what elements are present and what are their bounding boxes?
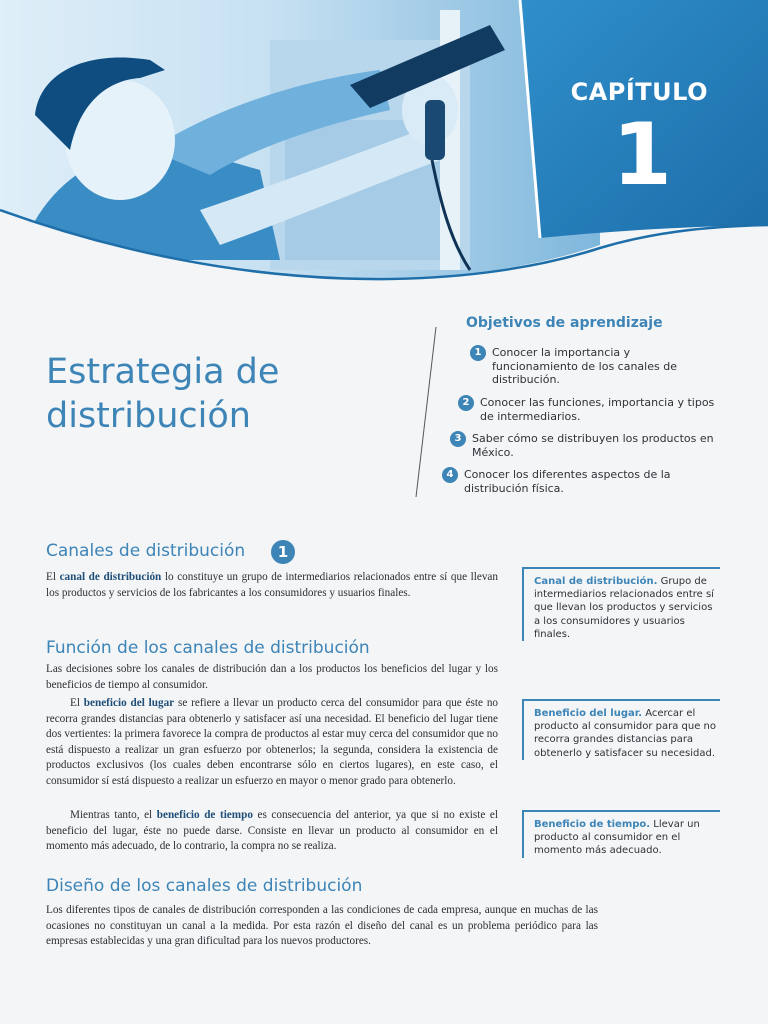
paragraph-diseno: Los diferentes tipos de canales de distribución corresponden a las condiciones de cada empresa, aunque en muchas de las ocasiones no constituyan un canal a la medida. Por esta razón el diseño del canal es un problema periódico para las empresas establecidas y una gran dificultad para los nuevos productores.: [46, 904, 598, 947]
glossary-box-lugar: [522, 699, 720, 760]
objective-reference-badge: 1: [271, 540, 295, 564]
glossary-definition: Acercar el producto al consumidor para que no recorra grandes distancias para obtenerlo y satisfacer su necesidad.: [534, 708, 716, 759]
glossary-box-tiempo: [522, 810, 720, 858]
chapter-label: CAPÍTULO: [570, 78, 708, 106]
section-heading-diseno: Diseño de los canales de distribución: [46, 876, 363, 896]
objective-text: Conocer las funciones, importancia y tipos de intermediarios.: [480, 396, 715, 423]
paragraph-canales: El canal de distribución lo constituye un grupo de intermediarios relacionados entre sí que llevan los productos y servicios de los fabricantes a los consumidores y usuarios finales.: [46, 571, 498, 599]
objectives-heading: Objetivos de aprendizaje: [466, 315, 663, 331]
chapter-number: 1: [612, 105, 672, 205]
objective-number-badge: 1: [470, 345, 486, 361]
section-heading-canales: Canales de distribución: [46, 541, 246, 561]
objective-text: Saber cómo se distribuyen los productos en México.: [472, 432, 714, 459]
glossary-box-canal: [522, 567, 720, 641]
objective-text: Conocer la importancia y funcionamiento de los canales de distribución.: [492, 346, 677, 386]
chapter-title: [46, 350, 386, 438]
objective-number-badge: 3: [450, 431, 466, 447]
paragraph-funcion-intro: Las decisiones sobre los canales de distribución dan a los productos los beneficios del lugar y los beneficios de tiempo al consumidor.: [46, 663, 498, 691]
chapter-title-line-1: Estrategia de: [46, 352, 280, 392]
objective-text: Conocer los diferentes aspectos de la distribución física.: [464, 468, 671, 495]
objective-number-badge: 2: [458, 395, 474, 411]
section-heading-funcion: Función de los canales de distribución: [46, 638, 370, 658]
term-beneficio-de-tiempo: beneficio de tiempo: [156, 809, 253, 821]
chapter-title-line-2: distribución: [46, 396, 251, 436]
learning-objectives: [440, 315, 730, 341]
glossary-term: Canal de distribución.: [534, 576, 658, 587]
glossary-term: Beneficio de tiempo.: [534, 819, 651, 830]
term-canal-de-distribucion: canal de distribución: [59, 571, 162, 583]
objective-number-badge: 4: [442, 467, 458, 483]
glossary-definition: Grupo de intermediarios relacionados entre sí que llevan los productos y servicios a los consumidores y usuarios finales.: [534, 576, 714, 640]
paragraph-beneficio-lugar: El beneficio del lugar se refiere a llevar un producto cerca del consumidor para que éste no recorra grandes distancias para obtenerlo y satisfacer así una necesidad. El beneficio del lugar tiene dos vertientes: la primera favorece la compra de productos al estar muy cerca del consumidor que no está dispuesto a realizar un gran esfuerzo por obtenerlos; la segunda, considera la existencia de productos exclusivos (los cuales deben encontrarse sólo en ciertos lugares), en este caso, el consumidor sí está dispuesto a realizar un esfuerzo en mayor o menor grado para obtenerlo.: [46, 697, 499, 787]
glossary-definition: Llevar un producto al consumidor en el momento más adecuado.: [534, 819, 700, 857]
paragraph-beneficio-tiempo: Mientras tanto, el beneficio de tiempo es consecuencia del anterior, ya que si no existe el beneficio del lugar, éste no puede darse. Consiste en llevar un producto al consumidor en el momento más adecuado, de lo contrario, la compra no se realiza.: [46, 809, 498, 852]
term-beneficio-del-lugar: beneficio del lugar: [83, 697, 175, 709]
title-divider-line: [410, 325, 440, 500]
glossary-term: Beneficio del lugar.: [534, 708, 643, 719]
